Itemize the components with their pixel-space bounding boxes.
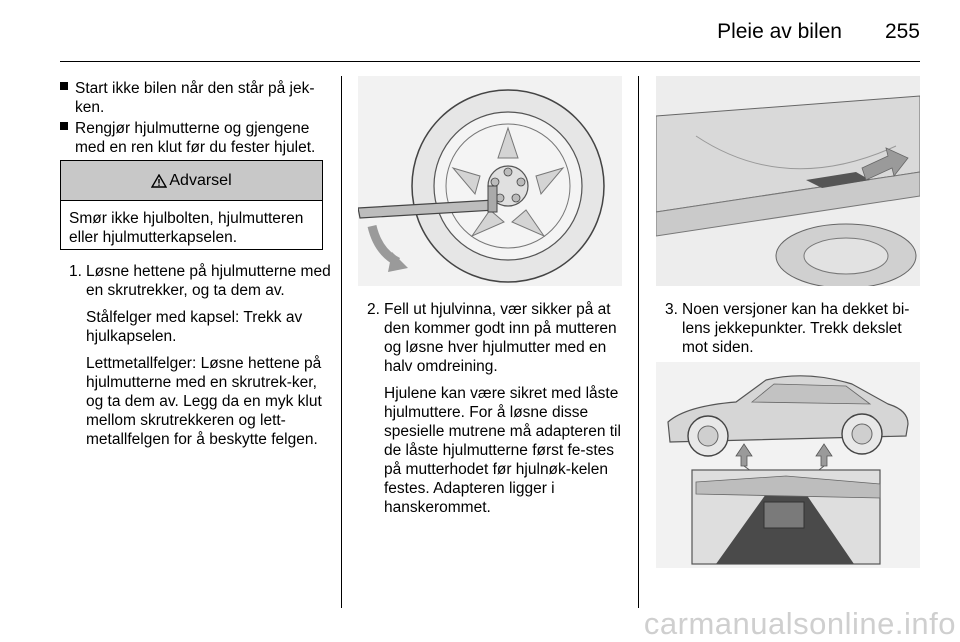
bullet-square-icon — [60, 122, 68, 130]
step-number: 3. — [665, 301, 678, 318]
step-3 — [665, 300, 923, 365]
warning-triangle-icon — [151, 174, 167, 188]
bullet-text: Rengjør hjulmutterne og gjengene med en ren klut før du fester hjulet. — [75, 120, 316, 156]
bullet-square-icon — [60, 82, 68, 90]
header-title: Pleie av bilen — [717, 20, 842, 43]
car-jack-point-illustration — [656, 362, 920, 568]
column-divider-2 — [638, 76, 639, 608]
step-number: 1. — [69, 263, 82, 280]
warning-header — [61, 161, 322, 201]
bullet-item — [60, 79, 330, 117]
underbody-cover-illustration — [656, 76, 920, 286]
bullet-item — [60, 119, 330, 157]
bullet-text: Start ikke bilen når den står på jek-ken. — [75, 80, 315, 116]
step-paragraph: Stålfelger med kapsel: Trekk av hjulkapselen. — [86, 309, 303, 345]
step-paragraph: Løsne hettene på hjulmutterne med en skrutrekker, og ta dem av. — [86, 263, 331, 299]
step-2 — [367, 300, 627, 525]
step-paragraph: Fell ut hjulvinna, vær sikker på at den kommer godt inn på mutteren og løsne hver hjulmutter med en halv omdreining. — [384, 301, 617, 375]
car-jack-drawing — [656, 362, 920, 568]
step-paragraph: Hjulene kan være sikret med låste hjulmuttere. For å løsne disse spesielle mutrene må adapteren til de låste hjulmutterne først fe-stes på mutterhodet før hjulnøk-kelen festes. Adapteren ligger i hanskerommet. — [384, 385, 621, 516]
step-paragraph: Noen versjoner kan ha dekket bi-lens jekkepunkter. Trekk dekslet mot siden. — [682, 301, 910, 356]
page-number: 255 — [884, 20, 920, 43]
warning-title: Advarsel — [169, 171, 232, 189]
wheel-wrench-drawing — [358, 76, 622, 286]
warning-box — [60, 160, 323, 250]
warning-text: Smør ikke hjulbolten, hjulmutteren eller hjulmutterkapselen. — [69, 210, 304, 246]
step-number: 2. — [367, 301, 380, 318]
watermark: carmanualsonline.info — [643, 606, 956, 641]
column-divider-1 — [341, 76, 342, 608]
underbody-drawing — [656, 76, 920, 286]
step-paragraph: Lettmetallfelger: Løsne hettene på hjulmutterne med en skrutrek-ker, og ta dem av. Legg da en myk klut mellom skrutrekkeren og lett-metallfelgen for å beskytte felgen. — [86, 355, 322, 448]
page-header — [60, 14, 920, 62]
wheel-wrench-illustration — [358, 76, 622, 286]
step-1 — [69, 262, 331, 457]
